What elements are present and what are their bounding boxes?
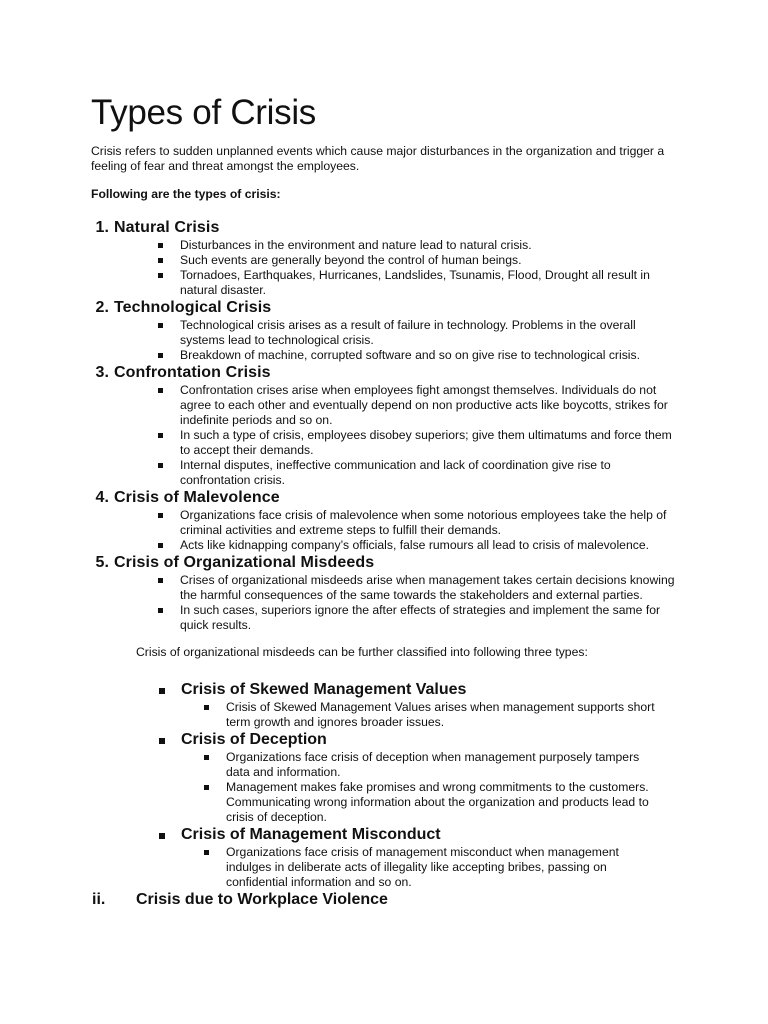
section-title: Crisis of Organizational Misdeeds xyxy=(114,554,375,571)
square-bullet-icon xyxy=(158,608,163,613)
square-bullet-icon xyxy=(158,578,163,583)
section-title: Crisis of Malevolence xyxy=(114,489,280,506)
section-technological-crisis xyxy=(0,298,768,363)
list-item: Organizations face crisis of deception when management purposely tampers data and information. xyxy=(226,750,666,780)
subtype-management-misconduct xyxy=(0,825,768,890)
further-classification-text: Crisis of organizational misdeeds can be further classified into following three types: xyxy=(136,645,588,659)
list-item: In such a type of crisis, employees disobey superiors; give them ultimatums and force them to accept their demands. xyxy=(180,428,680,458)
list-item: Acts like kidnapping company’s officials, false rumours all lead to crisis of malevolence. xyxy=(180,538,680,553)
square-bullet-icon xyxy=(158,388,163,393)
list-item: Technological crisis arises as a result of failure in technology. Problems in the overall systems lead to technological crisis. xyxy=(180,318,680,348)
section-number: 5. xyxy=(95,554,109,571)
following-heading: Following are the types of crisis: xyxy=(91,187,281,201)
square-bullet-icon xyxy=(158,543,163,548)
square-bullet-icon xyxy=(204,850,209,855)
list-item: Management makes fake promises and wrong commitments to the customers. Communicating wrong information about the organization and products lead to crisis of deception. xyxy=(226,780,666,825)
subtype-title: Crisis of Management Misconduct xyxy=(181,826,441,843)
section-title: Technological Crisis xyxy=(114,299,272,316)
square-bullet-icon xyxy=(159,688,165,694)
list-item: Disturbances in the environment and nature lead to natural crisis. xyxy=(180,238,680,253)
list-item: Organizations face crisis of malevolence when some notorious employees take the help of criminal activities and extreme steps to fulfill their demands. xyxy=(180,508,680,538)
list-item: Breakdown of machine, corrupted software and so on give rise to technological crisis. xyxy=(180,348,680,363)
square-bullet-icon xyxy=(158,243,163,248)
list-item: Organizations face crisis of management misconduct when management indulges in deliberate acts of illegality like accepting bribes, passing on confidential information and so on. xyxy=(226,845,666,890)
page-title: Types of Crisis xyxy=(91,93,316,132)
square-bullet-icon xyxy=(159,833,165,839)
square-bullet-icon xyxy=(158,273,163,278)
section-number: 4. xyxy=(95,489,109,506)
list-item: Tornadoes, Earthquakes, Hurricanes, Landslides, Tsunamis, Flood, Drought all result in natural disaster. xyxy=(180,268,680,298)
list-item: Crises of organizational misdeeds arise when management takes certain decisions knowing the harmful consequences of the same towards the stakeholders and external parties. xyxy=(180,573,680,603)
list-item: Crisis of Skewed Management Values arises when management supports short term growth and ignores broader issues. xyxy=(226,700,666,730)
section-number: ii. xyxy=(92,891,106,908)
square-bullet-icon xyxy=(158,463,163,468)
square-bullet-icon xyxy=(204,705,209,710)
section-title: Natural Crisis xyxy=(114,219,220,236)
square-bullet-icon xyxy=(204,785,209,790)
section-organizational-misdeeds xyxy=(0,553,768,633)
square-bullet-icon xyxy=(158,258,163,263)
subtype-skewed-management-values xyxy=(0,680,768,730)
square-bullet-icon xyxy=(158,353,163,358)
section-crisis-of-malevolence xyxy=(0,488,768,553)
list-item: In such cases, superiors ignore the after effects of strategies and implement the same for quick results. xyxy=(180,603,680,633)
subtype-title: Crisis of Deception xyxy=(181,731,327,748)
list-item: Such events are generally beyond the control of human beings. xyxy=(180,253,680,268)
section-title: Confrontation Crisis xyxy=(114,364,271,381)
list-item: Internal disputes, ineffective communication and lack of coordination give rise to confrontation crisis. xyxy=(180,458,680,488)
square-bullet-icon xyxy=(158,513,163,518)
subtype-title: Crisis of Skewed Management Values xyxy=(181,681,467,698)
section-number: 3. xyxy=(95,364,109,381)
section-number: 2. xyxy=(95,299,109,316)
list-item: Confrontation crises arise when employees fight amongst themselves. Individuals do not agree to each other and eventually depend on non productive acts like boycotts, strikes for indefinite periods and so on. xyxy=(180,383,680,428)
square-bullet-icon xyxy=(158,323,163,328)
crisis-list xyxy=(0,218,768,910)
section-confrontation-crisis xyxy=(0,363,768,488)
section-number: 1. xyxy=(95,219,109,236)
intro-paragraph: Crisis refers to sudden unplanned events which cause major disturbances in the organization and trigger a feeling of fear and threat amongst the employees. xyxy=(91,144,665,173)
square-bullet-icon xyxy=(159,738,165,744)
section-workplace-violence xyxy=(0,890,768,910)
subtype-crisis-of-deception xyxy=(0,730,768,825)
section-natural-crisis xyxy=(0,218,768,298)
square-bullet-icon xyxy=(158,433,163,438)
square-bullet-icon xyxy=(204,755,209,760)
section-title: Crisis due to Workplace Violence xyxy=(136,891,388,908)
